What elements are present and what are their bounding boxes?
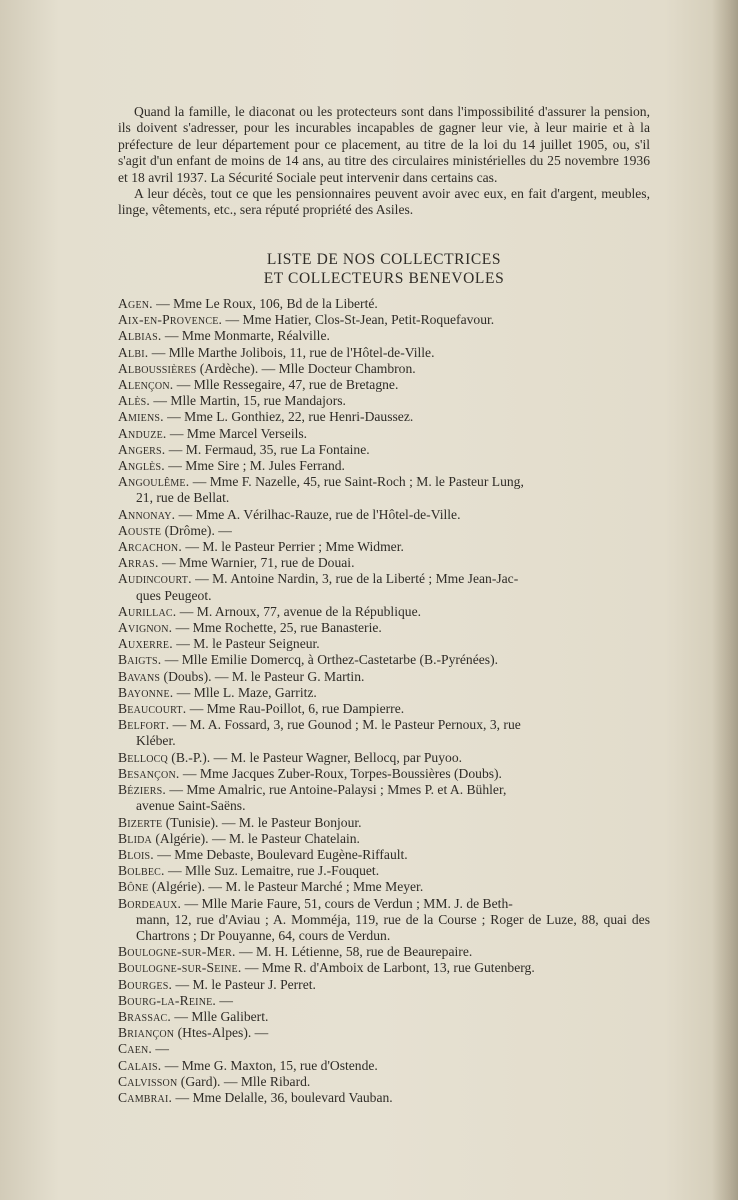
entry-details: — Mme Marcel Verseils. <box>166 425 308 441</box>
list-entry <box>118 960 650 976</box>
entry-details: — Mme L. Gonthiez, 22, rue Henri-Daussez. <box>163 409 414 425</box>
entry-place: Beaucourt. <box>118 701 187 717</box>
entry-place: Cambrai. <box>118 1089 173 1105</box>
entry-details: — Mme Sire ; M. Jules Ferrand. <box>164 458 345 474</box>
entry-place: Aix-en-Provence. <box>118 312 223 328</box>
entry-continuation: mann, 12, rue d'Aviau ; A. Momméja, 119, rue de la Course ; Roger de Luze, 88, quai des Chartrons ; Dr Pouyanne, 64, cours de Verdun. <box>136 911 650 943</box>
list-entry <box>118 571 650 603</box>
list-entry <box>118 1025 650 1041</box>
entry-details: — Mlle Ressegaire, 47, rue de Bretagne. <box>173 377 399 393</box>
entry-place: Bavans <box>118 668 161 684</box>
entry-place: Albi. <box>118 344 149 360</box>
entry-details: (Gard). — Mlle Ribard. <box>177 1073 311 1089</box>
entry-place: Anglès. <box>118 458 165 474</box>
entry-details: — M. A. Fossard, 3, rue Gounod ; M. le Pasteur Pernoux, 3, rue <box>169 717 521 733</box>
entry-place: Brassac. <box>118 1008 171 1024</box>
list-entry <box>118 701 650 717</box>
entry-continuation: 21, rue de Bellat. <box>136 490 230 506</box>
entry-details: — Mme Rochette, 25, rue Banasterie. <box>172 620 382 636</box>
list-entry <box>118 507 650 523</box>
entry-continuation: ques Peugeot. <box>136 587 212 603</box>
page-edge-shadow <box>712 0 738 1200</box>
entry-place: Bayonne. <box>118 684 174 700</box>
list-entry <box>118 296 650 312</box>
entry-details: (Ardèche). — Mlle Docteur Chambron. <box>196 360 416 376</box>
entry-place: Bourges. <box>118 976 173 992</box>
entry-details: — M. le Pasteur Seigneur. <box>172 636 320 652</box>
entry-details: (Algérie). — M. le Pasteur Chatelain. <box>151 830 360 846</box>
entry-details: — Mme Hatier, Clos-St-Jean, Petit-Roquefavour. <box>222 312 495 328</box>
entry-details: — Mlle Marthe Jolibois, 11, rue de l'Hôtel-de-Ville. <box>148 344 435 360</box>
entry-place: Besançon. <box>118 765 180 781</box>
entry-place: Bourg-la-Reine. <box>118 992 217 1008</box>
list-entry <box>118 879 650 895</box>
entry-place: Bolbec. <box>118 863 165 879</box>
list-entry <box>118 831 650 847</box>
entry-details: — Mme Warnier, 71, rue de Douai. <box>158 555 355 571</box>
list-entry <box>118 1074 650 1090</box>
list-entry <box>118 1058 650 1074</box>
entry-details: — Mme A. Vérilhac-Rauze, rue de l'Hôtel-de-Ville. <box>175 506 461 522</box>
collector-list <box>118 296 650 1106</box>
entry-details: — Mlle Galibert. <box>170 1008 269 1024</box>
entry-place: Baigts. <box>118 652 162 668</box>
entry-details: — M. Arnoux, 77, avenue de la République. <box>176 603 422 619</box>
list-entry <box>118 993 650 1009</box>
list-entry <box>118 977 650 993</box>
list-entry <box>118 636 650 652</box>
list-entry <box>118 717 650 749</box>
entry-place: Auxerre. <box>118 636 173 652</box>
entry-details: (Doubs). — M. le Pasteur G. Martin. <box>160 668 365 684</box>
entry-details: — <box>152 1041 170 1057</box>
entry-details: — Mme Le Roux, 106, Bd de la Liberté. <box>152 296 378 311</box>
list-entry <box>118 458 650 474</box>
list-entry <box>118 312 650 328</box>
entry-place: Bône <box>118 879 149 895</box>
entry-place: Amiens. <box>118 409 164 425</box>
entry-details: — Mme Jacques Zuber-Roux, Torpes-Boussières (Doubs). <box>179 765 502 781</box>
entry-details: — Mlle L. Maze, Garritz. <box>173 684 317 700</box>
entry-details: — M. le Pasteur Perrier ; Mme Widmer. <box>181 539 404 555</box>
entry-details: — Mme Debaste, Boulevard Eugène-Riffault. <box>153 846 408 862</box>
entry-place: Anduze. <box>118 425 167 441</box>
entry-place: Belfort. <box>118 717 170 733</box>
entry-details: (Htes-Alpes). — <box>174 1025 269 1041</box>
entry-place: Arcachon. <box>118 539 182 555</box>
list-entry <box>118 652 650 668</box>
list-entry <box>118 539 650 555</box>
entry-place: Calais. <box>118 1057 162 1073</box>
list-entry <box>118 361 650 377</box>
entry-details: — M. Fermaud, 35, rue La Fontaine. <box>165 441 370 457</box>
list-heading <box>118 250 650 288</box>
entry-details: — Mlle Suz. Lemaitre, rue J.-Fouquet. <box>164 863 380 879</box>
list-entry <box>118 555 650 571</box>
intro-text <box>118 104 650 219</box>
entry-place: Bordeaux. <box>118 895 182 911</box>
entry-place: Angers. <box>118 441 166 457</box>
heading-line-1: LISTE DE NOS COLLECTRICES <box>266 251 502 268</box>
list-entry <box>118 426 650 442</box>
entry-place: Blida <box>118 830 152 846</box>
list-entry <box>118 604 650 620</box>
list-entry <box>118 620 650 636</box>
list-entry <box>118 345 650 361</box>
list-entry <box>118 847 650 863</box>
entry-details: — M. H. Létienne, 58, rue de Beaurepaire. <box>235 944 473 960</box>
list-entry <box>118 393 650 409</box>
entry-place: Briançon <box>118 1025 175 1041</box>
entry-place: Bizerte <box>118 814 163 830</box>
entry-place: Aurillac. <box>118 603 177 619</box>
entry-place: Alès. <box>118 393 150 409</box>
list-entry <box>118 766 650 782</box>
entry-details: — Mme Amalric, rue Antoine-Palaysi ; Mmes P. et A. Bühler, <box>165 782 507 798</box>
list-entry <box>118 328 650 344</box>
entry-details: — M. le Pasteur J. Perret. <box>172 976 316 992</box>
entry-place: Calvisson <box>118 1073 178 1089</box>
entry-details: — M. Antoine Nardin, 3, rue de la Liberté ; Mme Jean-Jac- <box>191 571 519 587</box>
entry-place: Caen. <box>118 1041 153 1057</box>
list-entry <box>118 944 650 960</box>
entry-details: (Algérie). — M. le Pasteur Marché ; Mme Meyer. <box>148 879 424 895</box>
list-entry <box>118 442 650 458</box>
entry-place: Alboussières <box>118 360 197 376</box>
entry-details: — Mme F. Nazelle, 45, rue Saint-Roch ; M. le Pasteur Lung, <box>189 474 524 490</box>
entry-continuation: Kléber. <box>136 733 176 749</box>
entry-continuation: avenue Saint-Saëns. <box>136 798 246 814</box>
entry-details: — Mme Rau-Poillot, 6, rue Dampierre. <box>186 701 405 717</box>
entry-place: Alençon. <box>118 377 174 393</box>
intro-paragraph-2: A leur décès, tout ce que les pensionnaires peuvent avoir avec eux, en fait d'argent, meubles, linge, vêtements, etc., sera réputé propriété des Asiles. <box>118 186 650 218</box>
list-entry <box>118 409 650 425</box>
entry-details: — Mme Monmarte, Réalville. <box>161 328 330 344</box>
entry-place: Avignon. <box>118 620 173 636</box>
entry-place: Agen. <box>118 296 153 311</box>
entry-details: — Mme R. d'Amboix de Larbont, 13, rue Gutenberg. <box>241 960 535 976</box>
entry-details: (Drôme). — <box>161 522 232 538</box>
entry-place: Blois. <box>118 846 154 862</box>
list-entry <box>118 815 650 831</box>
list-entry <box>118 750 650 766</box>
entry-place: Albias. <box>118 328 162 344</box>
entry-details: — Mlle Martin, 15, rue Mandajors. <box>150 393 346 409</box>
entry-place: Bellocq <box>118 749 168 765</box>
heading-line-2: ET COLLECTEURS BENEVOLES <box>263 270 505 287</box>
entry-place: Béziers. <box>118 782 166 798</box>
entry-place: Angoulême. <box>118 474 190 490</box>
entry-place: Arras. <box>118 555 159 571</box>
entry-place: Aouste <box>118 522 162 538</box>
entry-place: Audincourt. <box>118 571 192 587</box>
entry-details: — Mlle Marie Faure, 51, cours de Verdun ; MM. J. de Beth- <box>181 895 513 911</box>
entry-place: Annonay. <box>118 506 176 522</box>
entry-details: — Mme G. Maxton, 15, rue d'Ostende. <box>161 1057 378 1073</box>
list-entry <box>118 474 650 506</box>
entry-details: — <box>216 992 234 1008</box>
list-entry <box>118 669 650 685</box>
intro-paragraph-1: Quand la famille, le diaconat ou les protecteurs sont dans l'impossibilité d'assurer la pension, ils doivent s'adresser, pour les incurables incapables de gagner leur vie, à leur mairie et à la préfecture de leur département pour ce placement, au titre de la loi du 14 juillet 1905, ou, s'il s'agit d'un enfant de moins de 14 ans, au titre des circulaires ministérielles du 25 novembre 1936 et 18 avril 1937. La Sécurité Sociale peut intervenir dans certains cas. <box>118 104 650 185</box>
entry-details: (Tunisie). — M. le Pasteur Bonjour. <box>162 814 362 830</box>
entry-details: (B.-P.). — M. le Pasteur Wagner, Bellocq, par Puyoo. <box>167 749 463 765</box>
list-entry <box>118 863 650 879</box>
entry-details: — Mme Delalle, 36, boulevard Vauban. <box>172 1089 393 1105</box>
entry-place: Boulogne-sur-Seine. <box>118 960 242 976</box>
list-entry <box>118 1090 650 1106</box>
list-entry <box>118 1041 650 1057</box>
list-entry <box>118 1009 650 1025</box>
list-entry <box>118 896 650 945</box>
entry-place: Boulogne-sur-Mer. <box>118 944 236 960</box>
entry-details: — Mlle Emilie Domercq, à Orthez-Castetarbe (B.-Pyrénées). <box>161 652 499 668</box>
list-entry <box>118 782 650 814</box>
list-entry <box>118 377 650 393</box>
list-entry <box>118 523 650 539</box>
list-entry <box>118 685 650 701</box>
